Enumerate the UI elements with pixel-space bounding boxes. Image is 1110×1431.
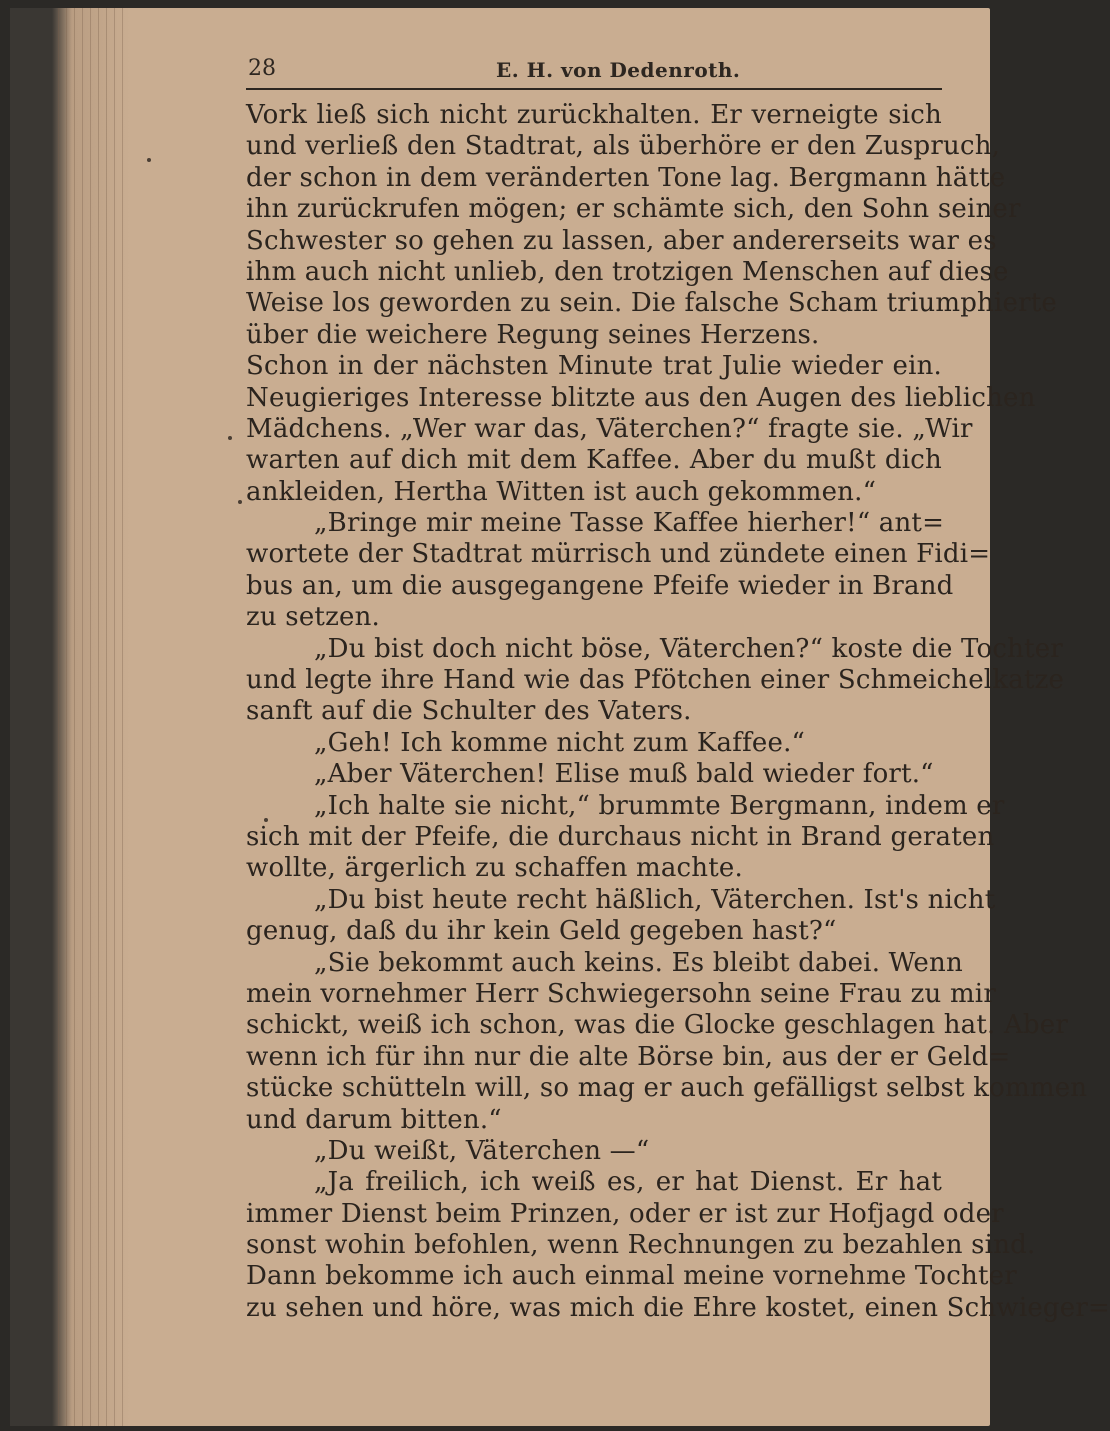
text-line: sanft auf die Schulter des Vaters.: [246, 696, 692, 727]
text-line: „Bringe mir meine Tasse Kaffee hierher!“ ant=: [314, 508, 945, 539]
text-line: warten auf dich mit dem Kaffee. Aber du mußt dich: [246, 445, 942, 476]
text-line: zu setzen.: [246, 602, 380, 633]
running-head: E. H. von Dedenroth.: [496, 58, 741, 82]
text-line: „Du bist doch nicht böse, Väterchen?“ koste die Tochter: [314, 633, 1063, 664]
paper-speck: [264, 818, 268, 822]
paper-speck: [147, 158, 151, 162]
text-line: wortete der Stadtrat mürrisch und zündete einen Fidi=: [246, 539, 991, 570]
text-line: Vork ließ sich nicht zurückhalten. Er verneigte sich: [246, 100, 942, 130]
text-line: Neugieriges Interesse blitzte aus den Augen des lieblichen: [246, 382, 1036, 413]
text-line: bus an, um die ausgegangene Pfeife wieder in Brand: [246, 570, 954, 601]
page-edges: [58, 8, 128, 1426]
text-line: „Geh! Ich komme nicht zum Kaffee.“: [314, 727, 806, 758]
text-line: „Du weißt, Väterchen —“: [314, 1135, 650, 1166]
page-header: [246, 52, 942, 90]
text-line: Dann bekomme ich auch einmal meine vornehme Tochter: [246, 1261, 1017, 1292]
text-line: wenn ich für ihn nur die alte Börse bin, aus der er Geld=: [246, 1041, 1011, 1072]
text-line: sonst wohin befohlen, wenn Rechnungen zu bezahlen sind.: [246, 1230, 1036, 1261]
text-line: zu sehen und höre, was mich die Ehre kostet, einen Schwieger=: [246, 1292, 1110, 1323]
text-line: „Du bist heute recht häßlich, Väterchen. Ist's nicht: [314, 884, 996, 915]
text-line: genug, daß du ihr kein Geld gegeben hast?“: [246, 916, 837, 947]
text-line: ankleiden, Hertha Witten ist auch gekommen.“: [246, 476, 877, 507]
text-line: wollte, ärgerlich zu schaffen machte.: [246, 853, 743, 884]
text-line: sich mit der Pfeife, die durchaus nicht in Brand geraten: [246, 821, 995, 852]
text-line: Schwester so gehen zu lassen, aber andererseits war es: [246, 225, 997, 256]
text-line: immer Dienst beim Prinzen, oder er ist zur Hofjagd oder: [246, 1198, 1004, 1229]
text-line: mein vornehmer Herr Schwiegersohn seine Frau zu mir: [246, 978, 996, 1009]
page-number: 28: [248, 56, 276, 81]
text-line: Weise los geworden zu sein. Die falsche Scham triumphierte: [246, 288, 1057, 319]
text-line: „Aber Väterchen! Elise muß bald wieder fort.“: [314, 759, 934, 790]
body-text: [246, 100, 1110, 1324]
text-line: „Ich halte sie nicht,“ brummte Bergmann, indem er: [314, 790, 1005, 821]
paper-speck: [228, 436, 232, 440]
text-line: „Ja freilich, ich weiß es, er hat Dienst. Er hat: [314, 1167, 942, 1198]
text-line: der schon in dem veränderten Tone lag. Bergmann hätte: [246, 162, 1006, 193]
text-line: stücke schütteln will, so mag er auch gefälligst selbst kommen: [246, 1073, 1088, 1104]
text-line: Mädchens. „Wer war das, Väterchen?“ fragte sie. „Wir: [246, 413, 973, 444]
text-line: und legte ihre Hand wie das Pfötchen einer Schmeichelkatze: [246, 665, 1065, 696]
text-line: „Sie bekommt auch keins. Es bleibt dabei. Wenn: [314, 947, 963, 978]
text-line: und verließ den Stadtrat, als überhöre er den Zuspruch,: [246, 131, 1001, 162]
text-line: ihm auch nicht unlieb, den trotzigen Menschen auf diese: [246, 256, 1009, 287]
text-line: und darum bitten.“: [246, 1104, 502, 1135]
text-line: Schon in der nächsten Minute trat Julie wieder ein.: [246, 351, 942, 382]
text-line: über die weichere Regung seines Herzens.: [246, 319, 820, 350]
text-line: ihn zurückrufen mögen; er schämte sich, den Sohn seiner: [246, 194, 1021, 225]
text-line: schickt, weiß ich schon, was die Glocke geschlagen hat. Aber: [246, 1010, 1068, 1041]
paper-speck: [238, 500, 242, 504]
